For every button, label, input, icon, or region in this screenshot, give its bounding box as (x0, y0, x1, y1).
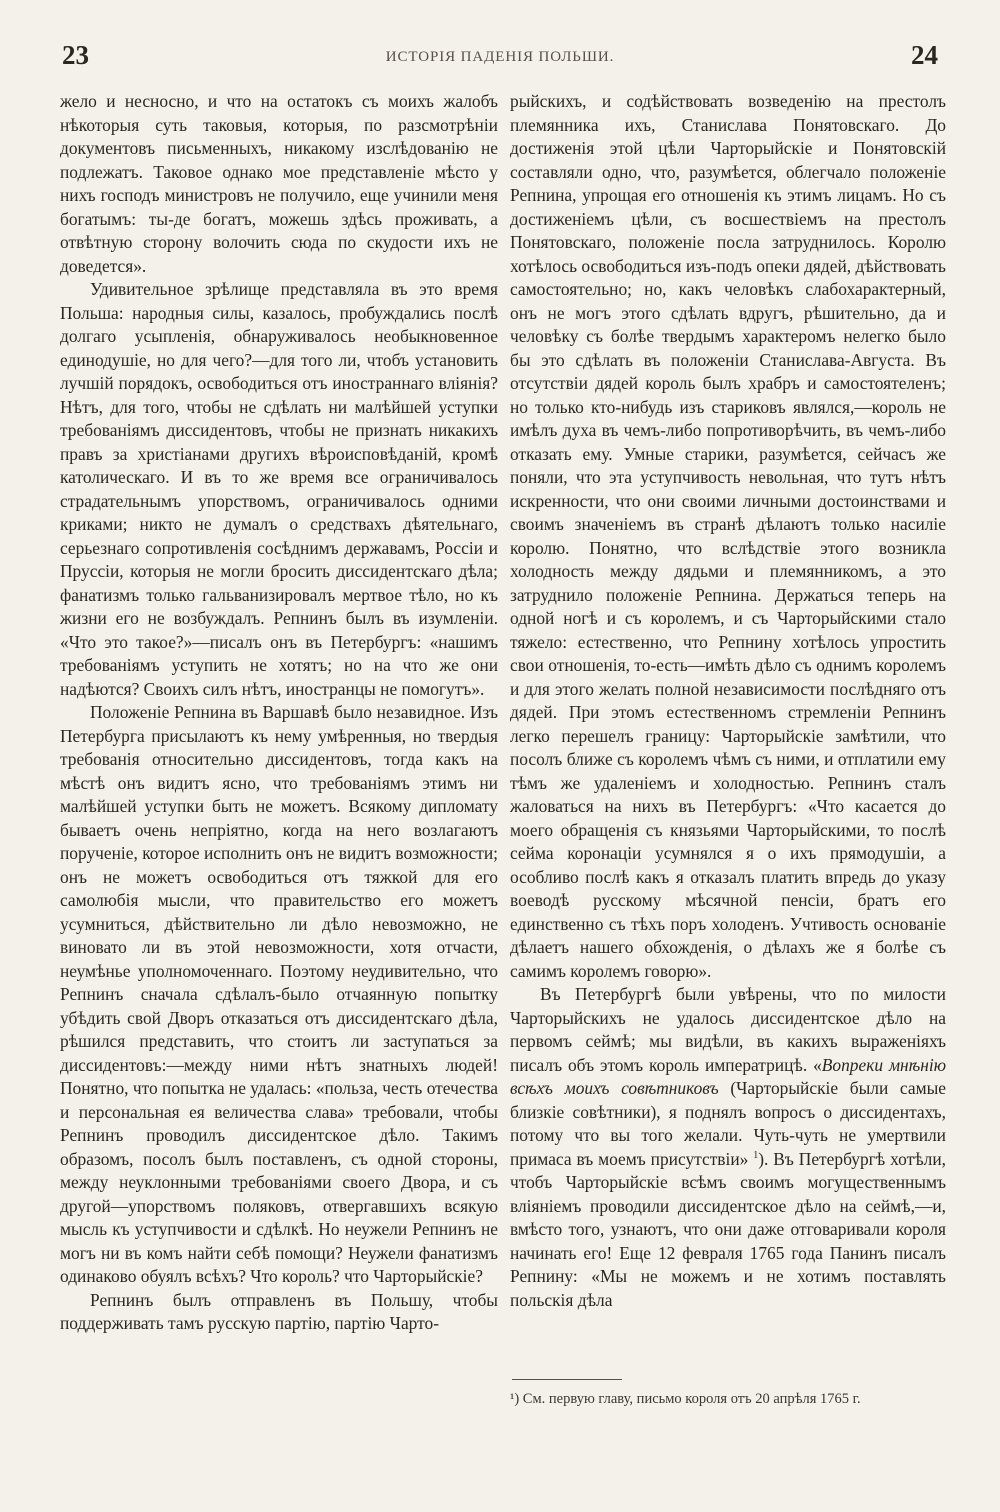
right-text-column (510, 90, 946, 1312)
footnote-text: ¹) См. первую главу, письмо короля отъ 20 апрѣля 1765 г. (510, 1391, 861, 1407)
text-run: ). Въ Петербургѣ хотѣли, чтобъ Чарторыйскіе всѣмъ своимъ могущественнымъ вліяніемъ проводили диссидентское дѣло на сеймѣ,—и, вмѣсто того, узнаютъ, что они даже отговаривали короля начинать его! Еще 12 февраля 1765 года Панинъ писалъ Репнину: «Мы не можемъ и не хотимъ поставлять польскія дѣла (510, 1148, 947, 1310)
page-header (58, 40, 942, 80)
right-page-number: 24 (911, 40, 938, 70)
text-run: Въ Петербургѣ были увѣрены, что по милости Чарторыйскихъ не удалось диссидентское дѣло на первомъ сеймѣ; мы видѣли, въ какихъ выраженіяхъ писалъ объ этомъ король императрицѣ. « (510, 984, 946, 1075)
paragraph: жело и несносно, и что на остатокъ съ моихъ жалобъ нѣкоторыя суть таковыя, которыя, по разсмотрѣніи документовъ письменныхъ, никакому изслѣдованію не подлежатъ. Таковое однако мое представленіе мѣсто у нихъ господъ министровъ не получило, еще учинили меня богатымъ: ты-де богатъ, можешь здѣсь проживать, а отвѣтную сторону волочить сюда по скудости ихъ не доведется». (60, 91, 498, 276)
text-run: (Чарторыйскіе были самые близкіе совѣтники), я поднялъ вопросъ о диссидентахъ, потому что вы того желали. Чуть-чуть не умертвили примаса въ моемъ присутствіи» (510, 1078, 946, 1169)
paragraph (510, 983, 946, 1312)
footnote-reference[interactable]: 1 (753, 1149, 759, 1161)
paragraph: Репнинъ былъ отправленъ въ Польшу, чтобы поддерживать тамъ русскую партію, партію Чарто- (60, 1289, 498, 1333)
footnote-divider (512, 1379, 622, 1380)
paragraph: Удивительное зрѣлище представляла въ это время Польша: народныя силы, казалось, пробуждались послѣ долгаго усыпленія, обнаруживалось необыкновенное единодушіе, но для чего?—для того ли, чтобъ установить лучшій порядокъ, освободиться отъ иностраннаго вліянія? Нѣтъ, для того, чтобы не сдѣлать ни малѣйшей уступки требованіямъ диссидентовъ, чтобы не признать никакихъ правъ за христіанами другихъ вѣроисповѣданій, кромѣ католическаго. И въ то же время все ограничивалось страдательнымъ упорствомъ, ограничивалось одними криками; никто не думалъ о средствахъ дѣятельнаго, серьезнаго сопротивленія сосѣднимъ державамъ, Россіи и Пруссіи, которыя не могли бросить диссидентскаго дѣла; фанатизмъ только гальванизировалъ мертвое тѣло, но къ жизни его не возбуждалъ. Репнинъ былъ въ изумленіи. «Что это такое?»—писалъ онъ въ Петербургъ: «нашимъ требованіямъ уступить не хотятъ; но на что же они надѣются? Своихъ силъ нѣтъ, иностранцы не помогутъ». (60, 279, 498, 699)
paragraph: рыйскихъ, и содѣйствовать возведенію на престолъ племянника ихъ, Станислава Понятовскаго. До достиженія этой цѣли Чарторыйскіе и Понятовскій составляли одно, что, разумѣется, облегчало положеніе Репнина, упрощая его отношенія къ этимъ лицамъ. Но съ достиженіемъ цѣли, съ восшествіемъ на престолъ Понятовскаго, положеніе посла затруднилось. Королю хотѣлось освободиться изъ-подъ опеки дядей, дѣйствовать самостоятельно; но, какъ человѣкъ слабохарактерный, онъ не могъ этого сдѣлать вдругъ, рѣшительно, да и человѣку съ болѣе твердымъ характеромъ нелегко было бы это сдѣлать въ положеніи Станислава-Августа. Въ отсутствіи дядей король былъ храбръ и самостоятеленъ; но только кто-нибудь изъ стариковъ являлся,—король не имѣлъ духа въ чемъ-либо попротиворѣчить, въ чемъ-либо отказать ему. Умные старики, разумѣется, сейчасъ же поняли, что эта уступчивость невольная, что тутъ нѣтъ искренности, что они своими личными достоинствами и своимъ значеніемъ въ странѣ дѣлаютъ только насиліе королю. Понятно, что вслѣдствіе этого возникла холодность между дядьми и племянникомъ, а это затруднило положеніе Репнина. Держаться теперь на одной ногѣ и съ королемъ, и съ Чарторыйскими стало тяжело: естественно, что Репнину хотѣлось упростить свои отношенія, то-есть—имѣть дѣло съ однимъ королемъ и для этого желать полной независимости послѣдняго отъ дядей. При этомъ естественномъ стремленіи Репнинъ легко перешелъ границу: Чарторыйскіе замѣтили, что посолъ ближе съ королемъ чѣмъ съ ними, и отплатили ему тѣмъ же удаленіемъ и холодностью. Репнинъ сталъ жаловаться на нихъ въ Петербургъ: «Что касается до моего обращенія съ князьями Чарторыйскими, то послѣ сейма коронаціи усумнялся я о ихъ прямодушіи, а особливо послѣ какъ я отказалъ платить впредь до указу воеводѣ русскому мѣсячной пенсіи, братъ его единственно съ тѣхъ поръ холоденъ. Учтивость основаніе дѣлаетъ нашего обхожденія, о дѣлахъ же я болѣе съ самимъ королемъ говорю». (510, 91, 946, 981)
running-title: ИСТОРІЯ ПАДЕНІЯ ПОЛЬШИ. (385, 49, 615, 65)
italic-quote: Вопреки мнѣнію всѣхъ моихъ совѣтниковъ (510, 1054, 946, 1098)
footnote (510, 1388, 946, 1410)
paragraph: Положеніе Репнина въ Варшавѣ было незавидное. Изъ Петербурга присылаютъ къ нему умѣренныя, но твердыя требованія относительно диссидентовъ, тогда какъ на мѣстѣ онъ видитъ ясно, что требованіямъ этимъ ни малѣйшей уступки быть не можетъ. Всякому дипломату бываетъ очень непріятно, когда на него возлагаютъ порученіе, которое исполнить онъ не видитъ возможности; онъ не можетъ освободиться отъ тяжкой для его самолюбія мысли, что правительство его можетъ усумниться, дѣйствительно ли дѣло невозможно, не виновато ли въ этой невозможности, хотя отчасти, неумѣнье уполномоченнаго. Поэтому неудивительно, что Репнинъ сначала сдѣлалъ-было отчаянную попытку убѣдить свой Дворъ отказаться отъ диссидентскаго дѣла, рѣшился представить, что стоитъ ли заступаться за диссидентовъ:—между ними нѣтъ знатныхъ людей! Понятно, что попытка не удалась: «польза, честь отечества и персональная ея величества слава» требовали, чтобы Репнинъ проводилъ диссидентское дѣло. Такимъ образомъ, посолъ былъ поставленъ, съ одной стороны, между неуклонными требованіями своего Двора, и съ другой—упорствомъ поляковъ, отвергавшихъ всякую мысль къ уступчивости и сдѣлкѣ. Но неужели Репнинъ не могъ ни въ комъ найти себѣ помощи? Неужели фанатизмъ одинаково обуялъ всѣхъ? Что король? что Чарторыйскіе? (60, 702, 498, 1286)
left-text-column (60, 90, 498, 1336)
left-page-number: 23 (62, 40, 89, 70)
